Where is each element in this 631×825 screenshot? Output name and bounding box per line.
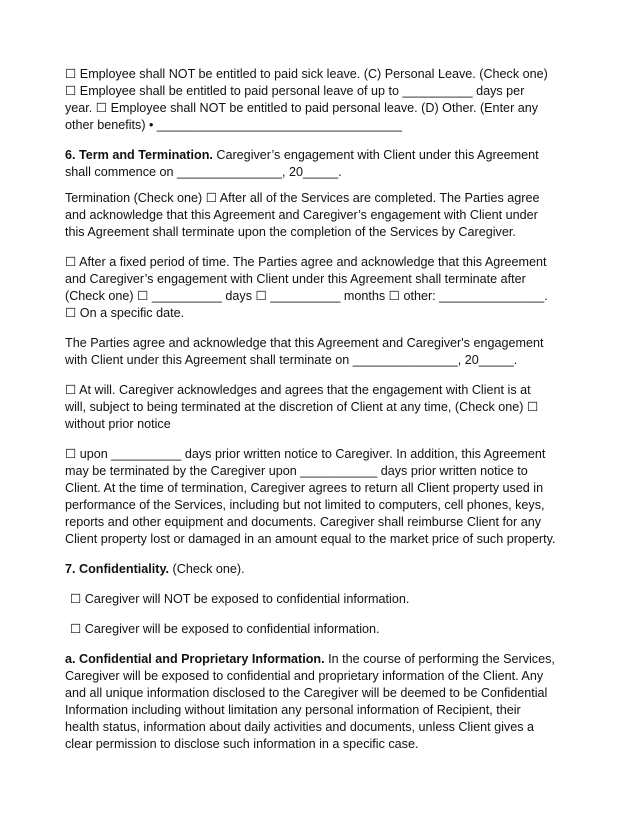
fixed-period-paragraph [65,254,565,322]
text-line: (Check one). [169,562,245,576]
section-heading-term: 6. Term and Termination. [65,148,213,162]
text-line: reports and other equipment and documents. Caregiver shall reimburse Client for any [65,515,542,529]
text-line: Caregiver’s engagement with Client under this Agreement [212,148,539,162]
text-line: and Caregiver’s engagement with Client under this Agreement shall terminate after [65,272,526,286]
text-line: and acknowledge that this Agreement and Caregiver’s engagement with Client under [65,208,538,222]
specific-date-paragraph [65,335,565,369]
text-line: The Parties agree and acknowledge that this Agreement and Caregiver's engagement [65,336,544,350]
text-line: Caregiver will be exposed to confidential and proprietary information of the Client. Any [65,669,544,683]
text-line: (Check one) ☐ __________ days ☐ __________ months ☐ other: _______________. [65,289,548,303]
benefits-paragraph [65,66,565,134]
text-line: this Agreement shall terminate upon the completion of the Services by Caregiver. [65,225,516,239]
text-line: Termination (Check one) ☐ After all of the Services are completed. The Parties agree [65,191,540,205]
text-line: may be terminated by the Caregiver upon ___________ days prior written notice to [65,464,528,478]
at-will-paragraph [65,382,565,433]
text-line: without prior notice [65,417,171,431]
text-line: ☐ After a fixed period of time. The Parties agree and acknowledge that this Agreement [65,255,547,269]
text-line: Client. At the time of termination, Caregiver agrees to return all Client property used in [65,481,544,495]
text-line: ☐ Employee shall be entitled to paid personal leave of up to __________ days per [65,84,525,98]
text-line: other benefits) • ___________________________________ [65,118,403,132]
text-line: performance of the Services, including but not limited to computers, cell phones, keys, [65,498,545,512]
confidentiality-heading-line [65,561,565,578]
text-line: shall commence on _______________, 20_____. [65,165,342,179]
notice-paragraph [65,446,565,548]
text-line: and all unique information disclosed to the Caregiver will be deemed to be Confidential [65,686,548,700]
text-line: ☐ On a specific date. [65,306,185,320]
text-line: ☐ Employee shall NOT be entitled to paid sick leave. (C) Personal Leave. (Check one) [65,67,548,81]
text-line: ☐ At will. Caregiver acknowledges and agrees that the engagement with Client is at [65,383,531,397]
text-line: year. ☐ Employee shall NOT be entitled to paid personal leave. (D) Other. (Enter any [65,101,539,115]
text-line: In the course of performing the Services, [324,652,555,666]
text-line: ☐ Caregiver will NOT be exposed to confidential information. [70,592,410,606]
text-line: clear permission to disclose such information in a specific case. [65,737,419,751]
text-line: will, subject to being terminated at the discretion of Client at any time, (Check one) ☐ [65,400,539,414]
confidential-info-paragraph [65,651,565,753]
text-line: Information including without limitation any personal information of Recipient, their [65,703,521,717]
text-line: ☐ upon __________ days prior written notice to Caregiver. In addition, this Agreement [65,447,546,461]
text-line: Client property lost or damaged in an amount equal to the market price of such property. [65,532,556,546]
text-line: ☐ Caregiver will be exposed to confidential information. [70,622,380,636]
text-line: health status, information about daily activities and documents, unless Client gives a [65,720,535,734]
section-heading-confidentiality: 7. Confidentiality. [65,562,170,576]
termination-paragraph [65,190,565,241]
confidentiality-option-exposed [65,621,565,638]
subsection-heading: a. Confidential and Proprietary Information. [65,652,325,666]
confidentiality-option-not-exposed [65,591,565,608]
term-paragraph [65,147,565,181]
text-line: with Client under this Agreement shall terminate on _______________, 20_____. [65,353,518,367]
document-page [65,66,565,766]
